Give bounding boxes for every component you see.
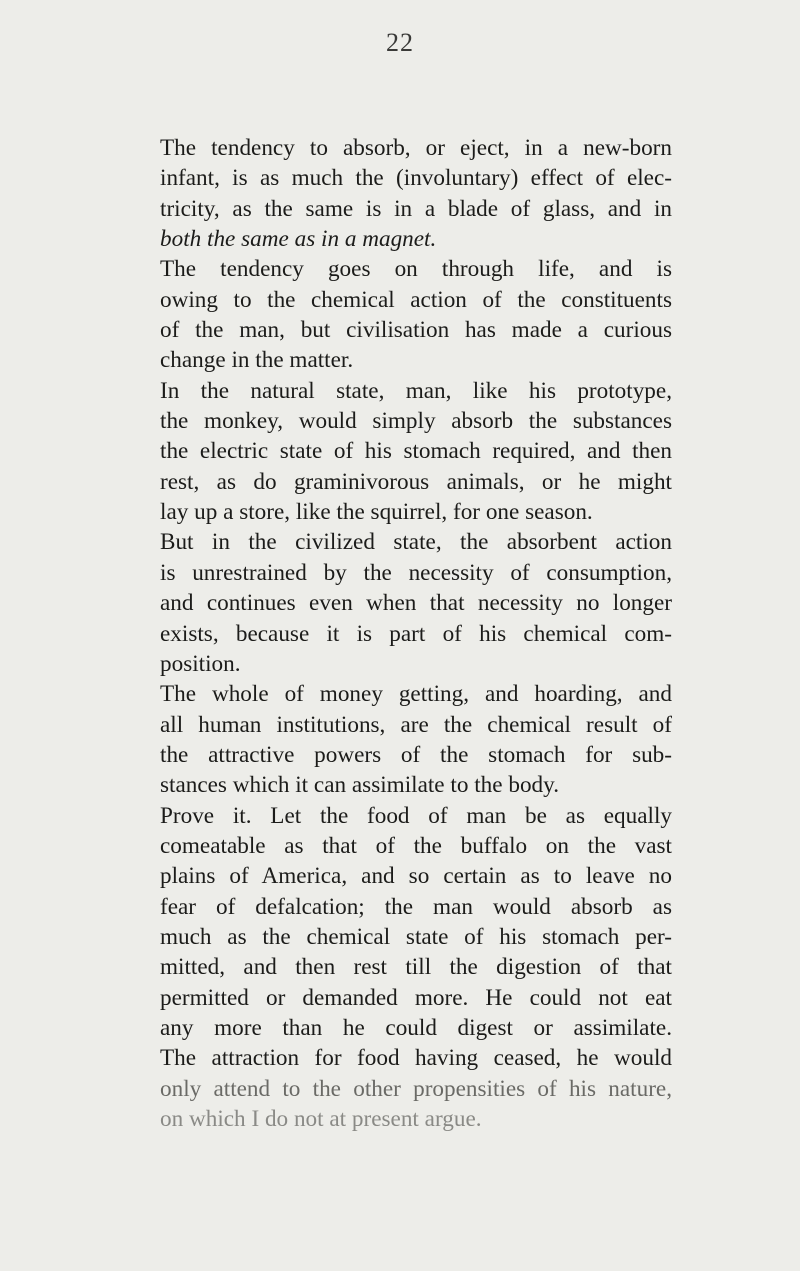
text-line: comeatable as that of the buffalo on the vast	[160, 832, 672, 859]
text-line: Prove it. Let the food of man be as equally	[160, 802, 672, 829]
text-line: mitted, and then rest till the digestion of that	[160, 954, 672, 981]
text-line: position.	[160, 650, 241, 677]
text-line: the electric state of his stomach required, and then	[160, 438, 672, 465]
text-line: is unrestrained by the necessity of consumption,	[160, 559, 672, 586]
text-line: of the man, but civilisation has made a curious	[160, 317, 672, 344]
text-line: The tendency goes on through life, and is	[160, 256, 672, 283]
text-line: on which I do not at present argue.	[160, 1106, 482, 1132]
text-line: the monkey, would simply absorb the substances	[160, 408, 672, 435]
text-line: plains of America, and so certain as to leave no	[160, 863, 672, 890]
text-line: stances which it can assimilate to the body.	[160, 772, 560, 799]
text-line: In the natural state, man, like his prototype,	[160, 377, 672, 404]
text-line: all human institutions, are the chemical result of	[160, 711, 672, 738]
text-line: permitted or demanded more. He could not eat	[160, 984, 672, 1011]
text-line: any more than he could digest or assimilate.	[160, 1014, 672, 1041]
text-line: exists, because it is part of his chemical com-	[160, 620, 672, 647]
text-line: The attraction for food having ceased, he would	[160, 1045, 672, 1072]
text-line: the attractive powers of the stomach for sub-	[160, 741, 672, 768]
text-line: much as the chemical state of his stomach per-	[160, 923, 672, 950]
text-line: and continues even when that necessity no longer	[160, 590, 672, 617]
text-line: owing to the chemical action of the constituents	[160, 286, 672, 313]
text-line-italic	[160, 224, 672, 254]
text-line: rest, as do graminivorous animals, or he might	[160, 468, 672, 495]
page-number: 22	[386, 28, 414, 57]
text-line: tricity, as the same is in a blade of glass, and in	[160, 195, 672, 222]
text-line: infant, is as much the (involuntary) effect of elec-	[160, 165, 672, 192]
text-line: change in the matter.	[160, 347, 354, 374]
text-line: But in the civilized state, the absorbent action	[160, 529, 672, 556]
text-line: only attend to the other propensities of his nature,	[160, 1075, 672, 1102]
body-text	[160, 133, 672, 1134]
emphasis: both the same as in a magnet.	[160, 226, 437, 253]
text-line: The tendency to absorb, or eject, in a new-born	[160, 135, 672, 161]
text-line: lay up a store, like the squirrel, for one season.	[160, 499, 593, 526]
text-line: The whole of money getting, and hoarding, and	[160, 681, 672, 708]
text-line: fear of defalcation; the man would absorb as	[160, 893, 672, 920]
